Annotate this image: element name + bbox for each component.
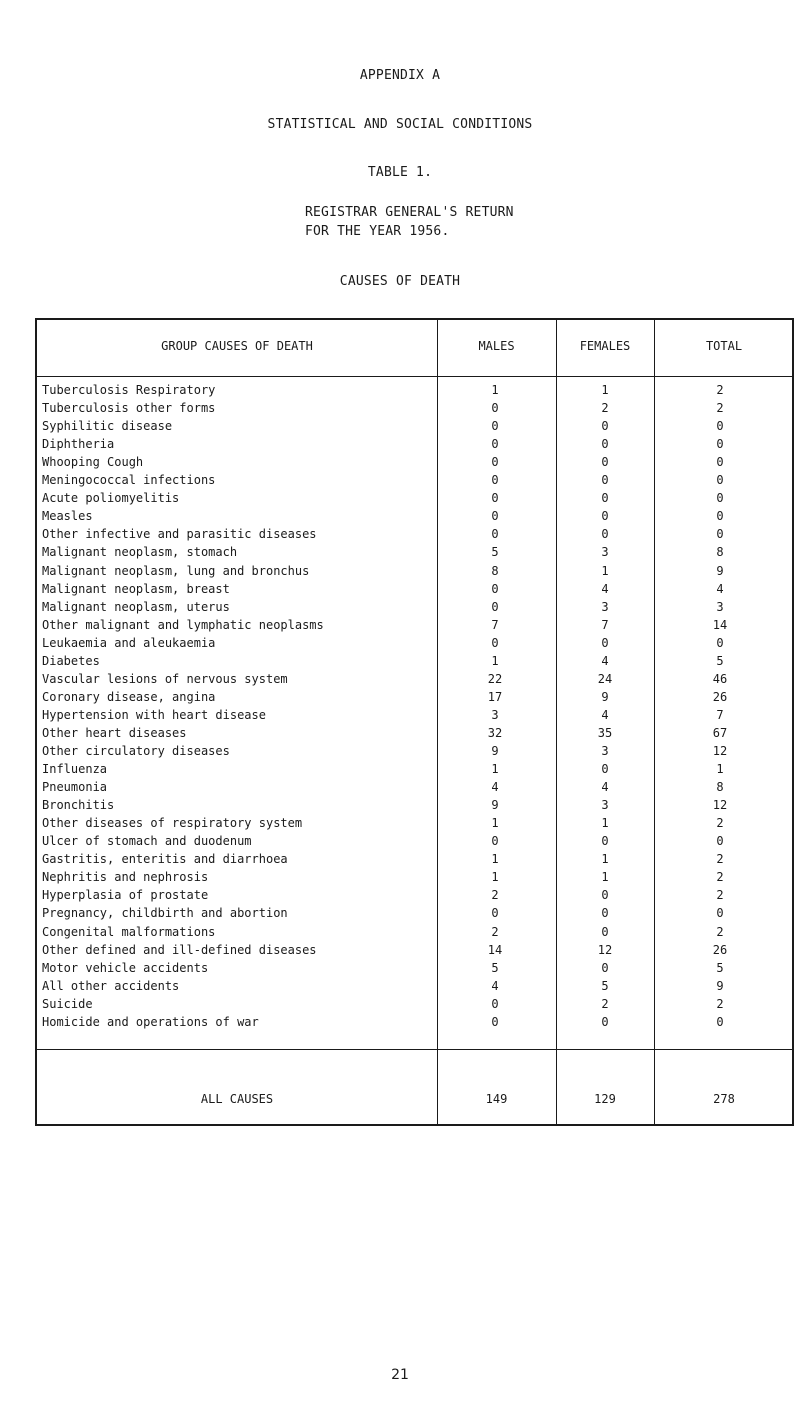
table-row [37,724,794,742]
males-cell: 5 [491,545,499,560]
cause-cell: Leukaemia and aleukaemia [42,635,216,650]
females-cell: 0 [601,419,609,434]
males-cell: 2 [491,888,499,903]
females-cell: 4 [601,653,609,668]
column-header-males: MALES [478,339,515,353]
males-cell: 8 [491,563,499,578]
cause-cell: Nephritis and nephrosis [42,870,209,885]
cause-cell: Other infective and parasitic diseases [42,527,317,542]
total-cell: 2 [716,383,724,397]
males-cell: 0 [491,509,499,524]
males-cell: 0 [491,834,499,849]
females-cell: 5 [601,978,609,993]
table-caption: CAUSES OF DEATH [339,274,461,289]
cause-cell: Tuberculosis other forms [42,401,216,416]
total-cell: 12 [712,798,728,813]
table-row [37,598,794,616]
males-cell: 4 [491,978,499,993]
total-cell: 0 [716,491,724,506]
males-cell: 3 [491,707,499,722]
cause-cell: Tuberculosis Respiratory [42,383,216,397]
males-cell: 9 [491,798,499,813]
males-cell: 0 [491,419,499,434]
return-title-line1: REGISTRAR GENERAL'S RETURN [305,205,514,220]
cause-cell: Hypertension with heart disease [42,707,266,722]
table-row [37,562,794,580]
table-row [37,670,794,688]
table-row [37,1013,794,1031]
total-cell: 5 [716,960,724,975]
males-cell: 0 [491,1014,499,1029]
footer-total: 278 [713,1092,735,1106]
table-row [37,453,794,471]
total-cell: 0 [716,437,724,452]
cause-cell: Measles [42,509,93,524]
males-cell: 4 [491,780,499,795]
table-row [37,832,794,850]
cause-cell: Coronary disease, angina [42,689,216,704]
table-row [37,381,794,399]
females-cell: 0 [601,635,609,650]
females-cell: 0 [601,509,609,524]
total-cell: 14 [712,617,728,632]
males-cell: 0 [491,599,499,614]
females-cell: 0 [601,762,609,777]
males-cell: 0 [491,473,499,488]
table-row [37,652,794,670]
females-cell: 12 [597,942,613,957]
table-row [37,580,794,598]
females-cell: 35 [597,725,613,740]
cause-cell: Gastritis, enteritis and diarrhoea [42,852,288,867]
cause-cell: Motor vehicle accidents [42,960,209,975]
total-cell: 2 [716,401,724,416]
table-row [37,886,794,904]
cause-cell: Whooping Cough [42,455,144,470]
cause-cell: Hyperplasia of prostate [42,888,209,903]
section-title: STATISTICAL AND SOCIAL CONDITIONS [267,117,533,132]
total-cell: 7 [716,707,724,722]
cause-cell: All other accidents [42,978,180,993]
males-cell: 1 [491,852,499,867]
total-cell: 0 [716,455,724,470]
total-cell: 0 [716,635,724,650]
cause-cell: Malignant neoplasm, lung and bronchus [42,563,310,578]
cause-cell: Other circulatory diseases [42,744,230,758]
total-cell: 12 [712,744,728,758]
males-cell: 0 [491,996,499,1011]
table-row [37,796,794,814]
males-cell: 0 [491,906,499,921]
males-cell: 0 [491,581,499,596]
cause-cell: Meningococcal infections [42,473,216,488]
footer-males: 149 [485,1092,508,1106]
total-cell: 0 [716,527,724,542]
females-cell: 1 [601,383,609,397]
table-row [37,507,794,525]
males-cell: 17 [487,689,503,704]
table-row [37,904,794,922]
females-cell: 1 [601,852,609,867]
males-cell: 0 [491,491,499,506]
cause-cell: Congenital malformations [42,924,216,939]
males-cell: 14 [487,942,503,957]
total-cell: 0 [716,509,724,524]
total-cell: 9 [716,978,724,993]
cause-cell: Pregnancy, childbirth and abortion [42,906,288,921]
cause-cell: Syphilitic disease [42,419,173,434]
total-cell: 2 [716,924,724,939]
females-cell: 0 [601,906,609,921]
cause-cell: Malignant neoplasm, stomach [42,545,238,560]
cause-cell: Suicide [42,996,93,1011]
table-row [37,489,794,507]
table-row [37,399,794,417]
males-cell: 1 [491,762,499,777]
males-cell: 0 [491,527,499,542]
females-cell: 0 [601,888,609,903]
males-cell: 0 [491,401,499,416]
table-row [37,941,794,959]
cause-cell: Bronchitis [42,798,115,813]
table-row [37,923,794,941]
table-row [37,995,794,1013]
females-cell: 4 [601,780,609,795]
footer-label: ALL CAUSES [200,1092,274,1106]
column-header-total: TOTAL [705,339,743,353]
females-cell: 4 [601,707,609,722]
females-cell: 7 [601,617,609,632]
males-cell: 1 [491,653,499,668]
total-cell: 67 [712,725,728,740]
females-cell: 0 [601,1014,609,1029]
total-cell: 1 [716,762,724,777]
footer-divider [37,1049,792,1050]
females-cell: 3 [601,744,609,758]
table-number: TABLE 1. [367,165,433,180]
males-cell: 2 [491,924,499,939]
males-cell: 0 [491,635,499,650]
header-divider [37,376,792,377]
total-cell: 5 [716,653,724,668]
table-row [37,706,794,724]
total-cell: 3 [716,599,724,614]
cause-cell: Malignant neoplasm, breast [42,581,230,596]
table-row [37,778,794,796]
cause-cell: Diabetes [42,653,100,668]
females-cell: 1 [601,870,609,885]
cause-cell: Acute poliomyelitis [42,491,180,506]
table-row [37,760,794,778]
males-cell: 0 [491,455,499,470]
females-cell: 9 [601,689,609,704]
males-cell: 22 [487,671,503,686]
cause-cell: Other defined and ill-defined diseases [42,942,317,957]
table-row [37,471,794,489]
total-cell: 8 [716,780,724,795]
females-cell: 4 [601,581,609,596]
total-cell: 0 [716,1014,724,1029]
females-cell: 2 [601,996,609,1011]
total-cell: 8 [716,545,724,560]
total-cell: 0 [716,834,724,849]
total-cell: 26 [712,689,728,704]
males-cell: 1 [491,870,499,885]
females-cell: 3 [601,599,609,614]
males-cell: 9 [491,744,499,758]
total-cell: 0 [716,906,724,921]
females-cell: 1 [601,816,609,831]
females-cell: 1 [601,563,609,578]
table-row [37,850,794,868]
cause-cell: Other heart diseases [42,725,187,740]
total-cell: 4 [716,581,724,596]
return-title-line2: FOR THE YEAR 1956. [305,224,450,239]
total-cell: 2 [716,888,724,903]
total-cell: 0 [716,473,724,488]
males-cell: 1 [491,383,499,397]
females-cell: 0 [601,834,609,849]
table-row [37,543,794,561]
females-cell: 0 [601,924,609,939]
cause-cell: Malignant neoplasm, uterus [42,599,230,614]
total-cell: 2 [716,816,724,831]
cause-cell: Other diseases of respiratory system [42,816,303,831]
males-cell: 32 [487,725,503,740]
total-cell: 2 [716,996,724,1011]
total-cell: 9 [716,563,724,578]
footer-females: 129 [594,1092,616,1106]
females-cell: 0 [601,455,609,470]
table-row [37,977,794,995]
appendix-title: APPENDIX A [359,68,441,83]
table-row [37,814,794,832]
females-cell: 0 [601,960,609,975]
cause-cell: Vascular lesions of nervous system [42,671,288,686]
females-cell: 0 [601,491,609,506]
total-cell: 2 [716,870,724,885]
cause-cell: Influenza [42,762,108,777]
column-header-cause: GROUP CAUSES OF DEATH [161,339,313,353]
total-cell: 2 [716,852,724,867]
males-cell: 0 [491,437,499,452]
total-cell: 46 [712,671,728,686]
page-number: 21 [391,1367,409,1383]
females-cell: 0 [601,437,609,452]
table-row [37,688,794,706]
females-cell: 2 [601,401,609,416]
cause-cell: Homicide and operations of war [42,1014,259,1029]
table-row [37,634,794,652]
females-cell: 24 [597,671,613,686]
males-cell: 7 [491,617,499,632]
causes-of-death-table [35,318,794,1126]
females-cell: 0 [601,473,609,488]
table-row [37,742,794,760]
males-cell: 1 [491,816,499,831]
males-cell: 5 [491,960,499,975]
cause-cell: Other malignant and lymphatic neoplasms [42,617,324,632]
total-cell: 26 [712,942,728,957]
table-row [37,616,794,634]
table-row [37,959,794,977]
females-cell: 0 [601,527,609,542]
females-cell: 3 [601,545,609,560]
table-row [37,868,794,886]
table-row [37,525,794,543]
cause-cell: Ulcer of stomach and duodenum [42,834,252,849]
table-row [37,417,794,435]
total-cell: 0 [716,419,724,434]
cause-cell: Pneumonia [42,780,108,795]
females-cell: 3 [601,798,609,813]
column-header-females: FEMALES [579,339,631,353]
cause-cell: Diphtheria [42,437,115,452]
table-row [37,435,794,453]
